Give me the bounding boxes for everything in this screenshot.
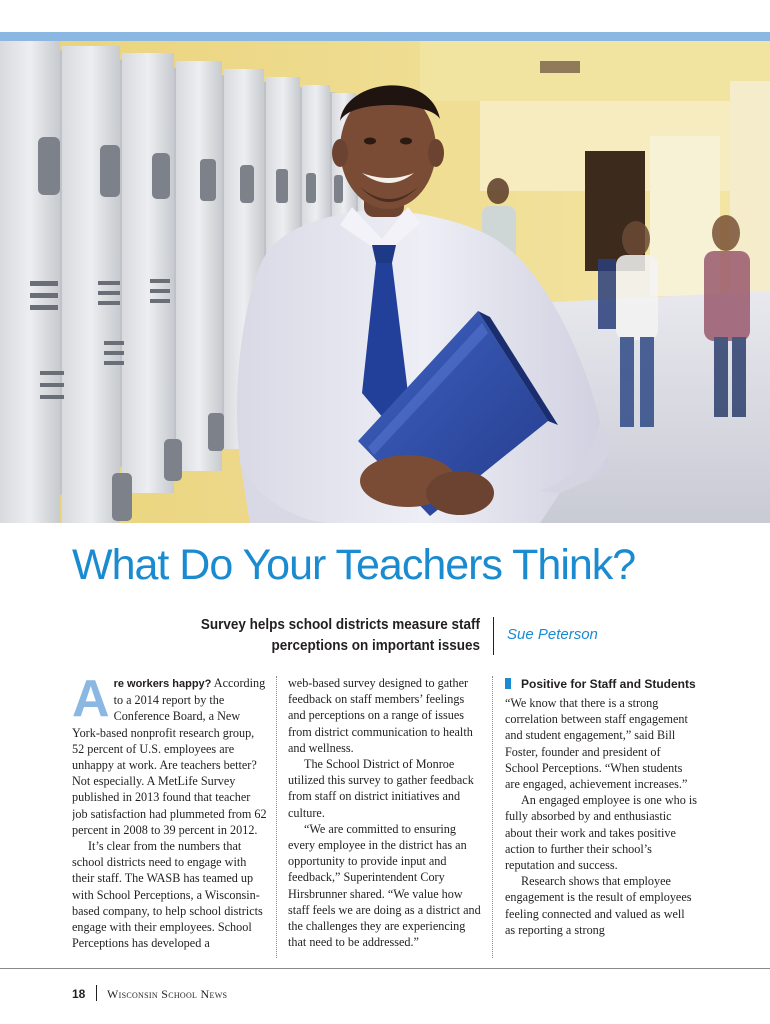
- paragraph-text: According to a 2014 report by the Conference Board, a New York-based nonprofit research group, 52 percent of U.S. employees are unhappy at work. Are teachers better? Not especially. A MetLife Survey published in 2013 found that teacher job satisfaction had plummeted from 62 percent in 2008 to 39 percent in 2012.: [72, 676, 267, 837]
- paragraph: It’s clear from the numbers that school districts need to engage with their staff. The WASB has teamed up with School Perceptions, a Wisconsin-based company, to help school districts engage with their employees. School Perceptions has developed a: [72, 839, 263, 951]
- publication-name: Wisconsin School News: [107, 987, 228, 1001]
- body-column-3: [505, 675, 697, 960]
- article-headline: What Do Your Teachers Think?: [72, 541, 636, 589]
- article-byline: Sue Peterson: [507, 626, 598, 643]
- footer-rule: [0, 968, 770, 969]
- paragraph: The School District of Monroe utilized this survey to gather feedback from staff on district initiatives and culture.: [288, 757, 474, 820]
- drop-cap: A: [72, 675, 110, 728]
- deck-divider: [493, 617, 494, 655]
- footer-separator: [96, 985, 97, 1001]
- hero-photo: [0, 41, 770, 523]
- paragraph: web-based survey designed to gather feedback on staff members’ feelings and perceptions on a range of issues from district communication to health and wellness.: [288, 676, 473, 755]
- column-divider: [492, 676, 493, 958]
- subhead-text: Positive for Staff and Students: [521, 677, 696, 691]
- paragraph: “We are committed to ensuring every employee in the district has an opportunity to provide input and feedback,” Superintendent Cory Hirsbrunner shared. “We value how staff feels we are doing as a district and the challenges they are experiencing that need to be addressed.”: [288, 821, 481, 950]
- body-column-2: [288, 675, 483, 960]
- subhead-marker-icon: [505, 678, 511, 689]
- top-accent-bar: [0, 32, 770, 41]
- article-deck: Survey helps school districts measure staff perceptions on important issues: [200, 616, 480, 654]
- body-column-1: [72, 675, 267, 960]
- page-number: 18: [72, 987, 86, 1001]
- lead-in: re workers happy?: [113, 678, 212, 690]
- paragraph: An engaged employee is one who is fully absorbed by and enthusiastic about their work and takes positive action to further their school’s reputation and success.: [505, 793, 697, 873]
- paragraph: “We know that there is a strong correlation between staff engagement and student engagement,” said Bill Foster, founder and president of School Perceptions. “When students are engaged, achievement increases.”: [505, 696, 688, 792]
- section-subhead: [505, 676, 697, 692]
- paragraph: Research shows that employee engagement is the result of employees feeling connected and valued as well as reporting a strong: [505, 874, 692, 937]
- column-divider: [276, 676, 277, 958]
- paragraph: [72, 675, 267, 838]
